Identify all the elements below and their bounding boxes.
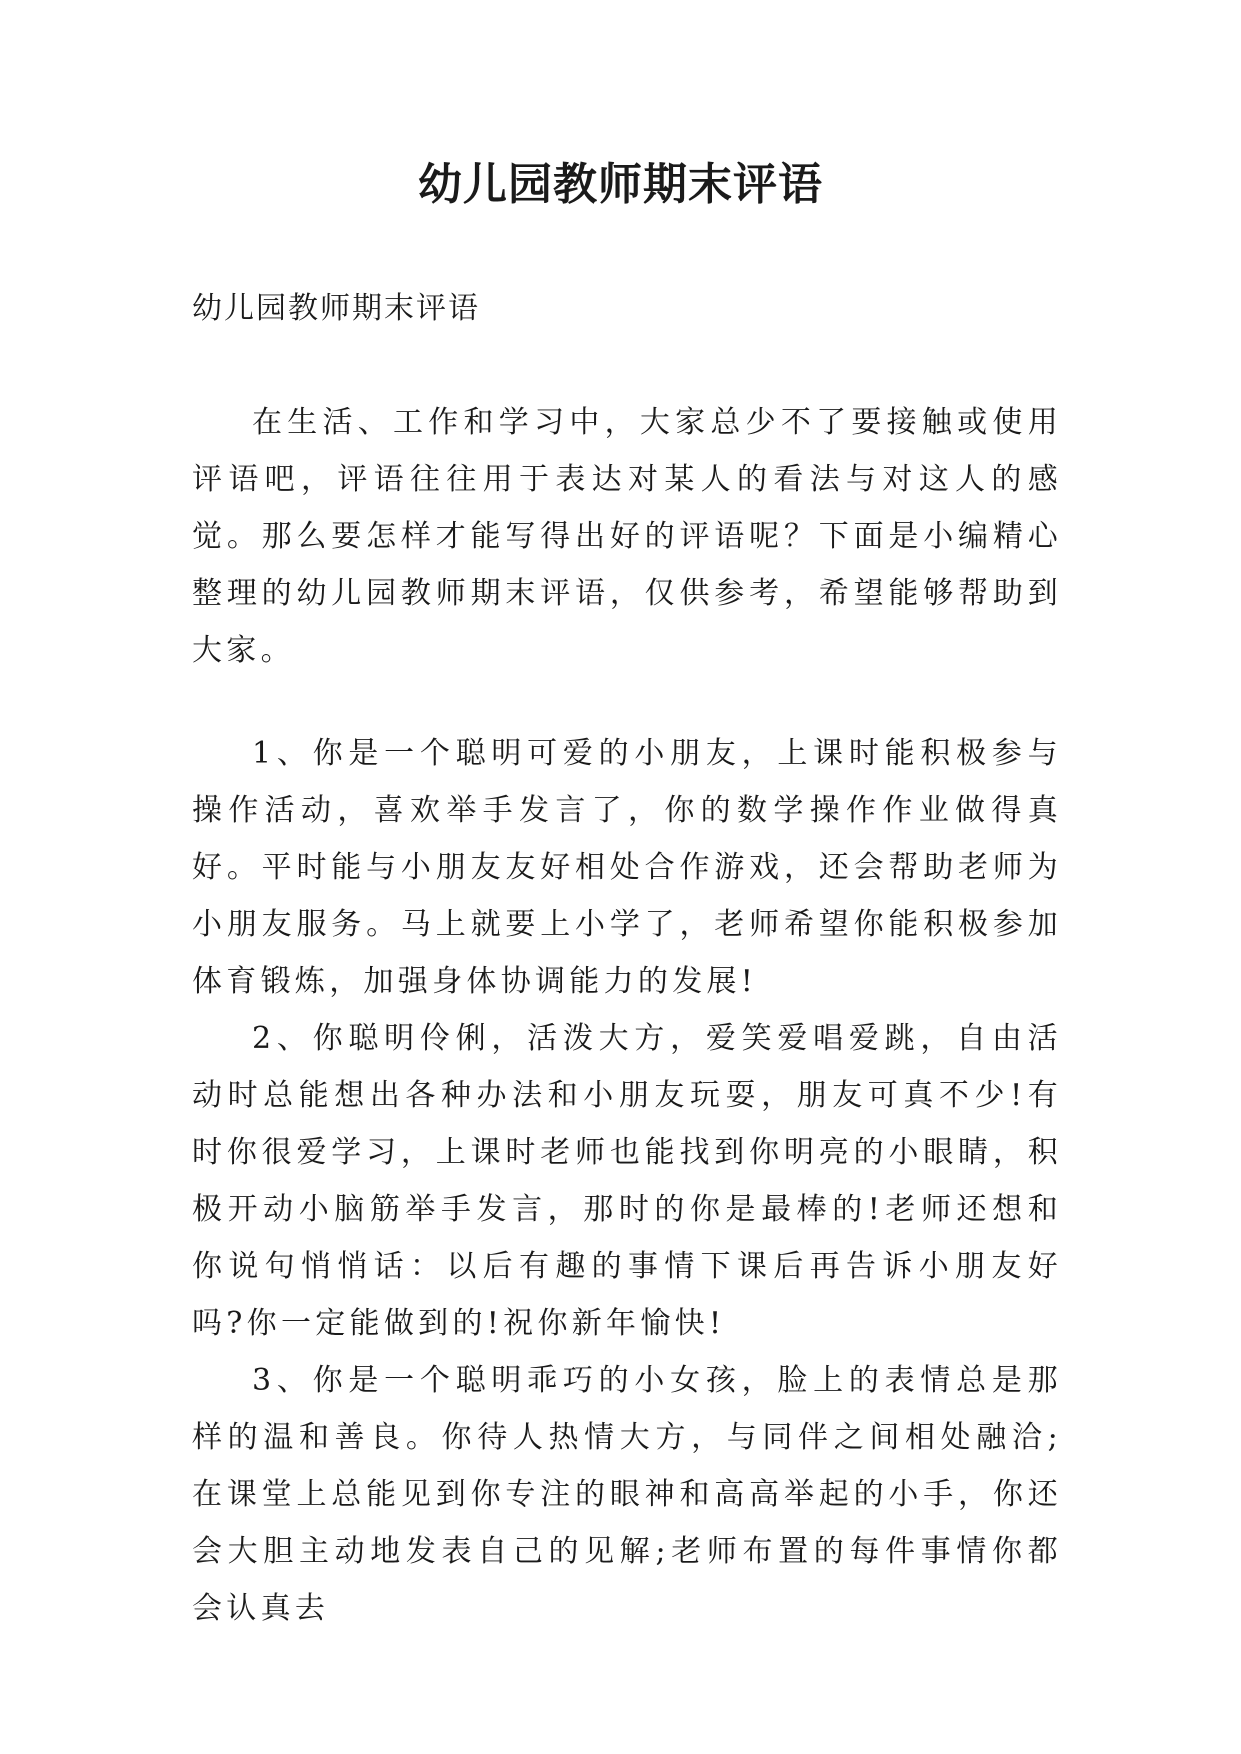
document-body <box>192 283 1062 1637</box>
comment-item-3: 3、你是一个聪明乖巧的小女孩，脸上的表情总是那样的温和善良。你待人热情大方，与同伴之间相处融洽;在课堂上总能见到你专注的眼神和高高举起的小手，你还会大胆主动地发表自己的见解;老师布置的每件事情你都会认真去 <box>192 1363 1062 1626</box>
document-subtitle: 幼儿园教师期末评语 <box>192 291 480 326</box>
document-title: 幼儿园教师期末评语 <box>418 159 823 210</box>
comment-item-2: 2、你聪明伶俐，活泼大方，爱笑爱唱爱跳，自由活动时总能想出各种办法和小朋友玩耍，朋友可真不少!有时你很爱学习，上课时老师也能找到你明亮的小眼睛，积极开动小脑筋举手发言，那时的你是最棒的!老师还想和你说句悄悄话：以后有趣的事情下课后再告诉小朋友好吗?你一定能做到的!祝你新年愉快! <box>192 1021 1062 1341</box>
intro-paragraph: 在生活、工作和学习中，大家总少不了要接触或使用评语吧，评语往往用于表达对某人的看法与对这人的感觉。那么要怎样才能写得出好的评语呢？下面是小编精心整理的幼儿园教师期末评语，仅供参考，希望能够帮助到大家。 <box>192 405 1062 668</box>
comment-item-1: 1、你是一个聪明可爱的小朋友，上课时能积极参与操作活动，喜欢举手发言了，你的数学操作作业做得真好。平时能与小朋友友好相处合作游戏，还会帮助老师为小朋友服务。马上就要上小学了，老师希望你能积极参加体育锻炼，加强身体协调能力的发展! <box>192 736 1062 999</box>
comment-list <box>192 725 1062 1637</box>
